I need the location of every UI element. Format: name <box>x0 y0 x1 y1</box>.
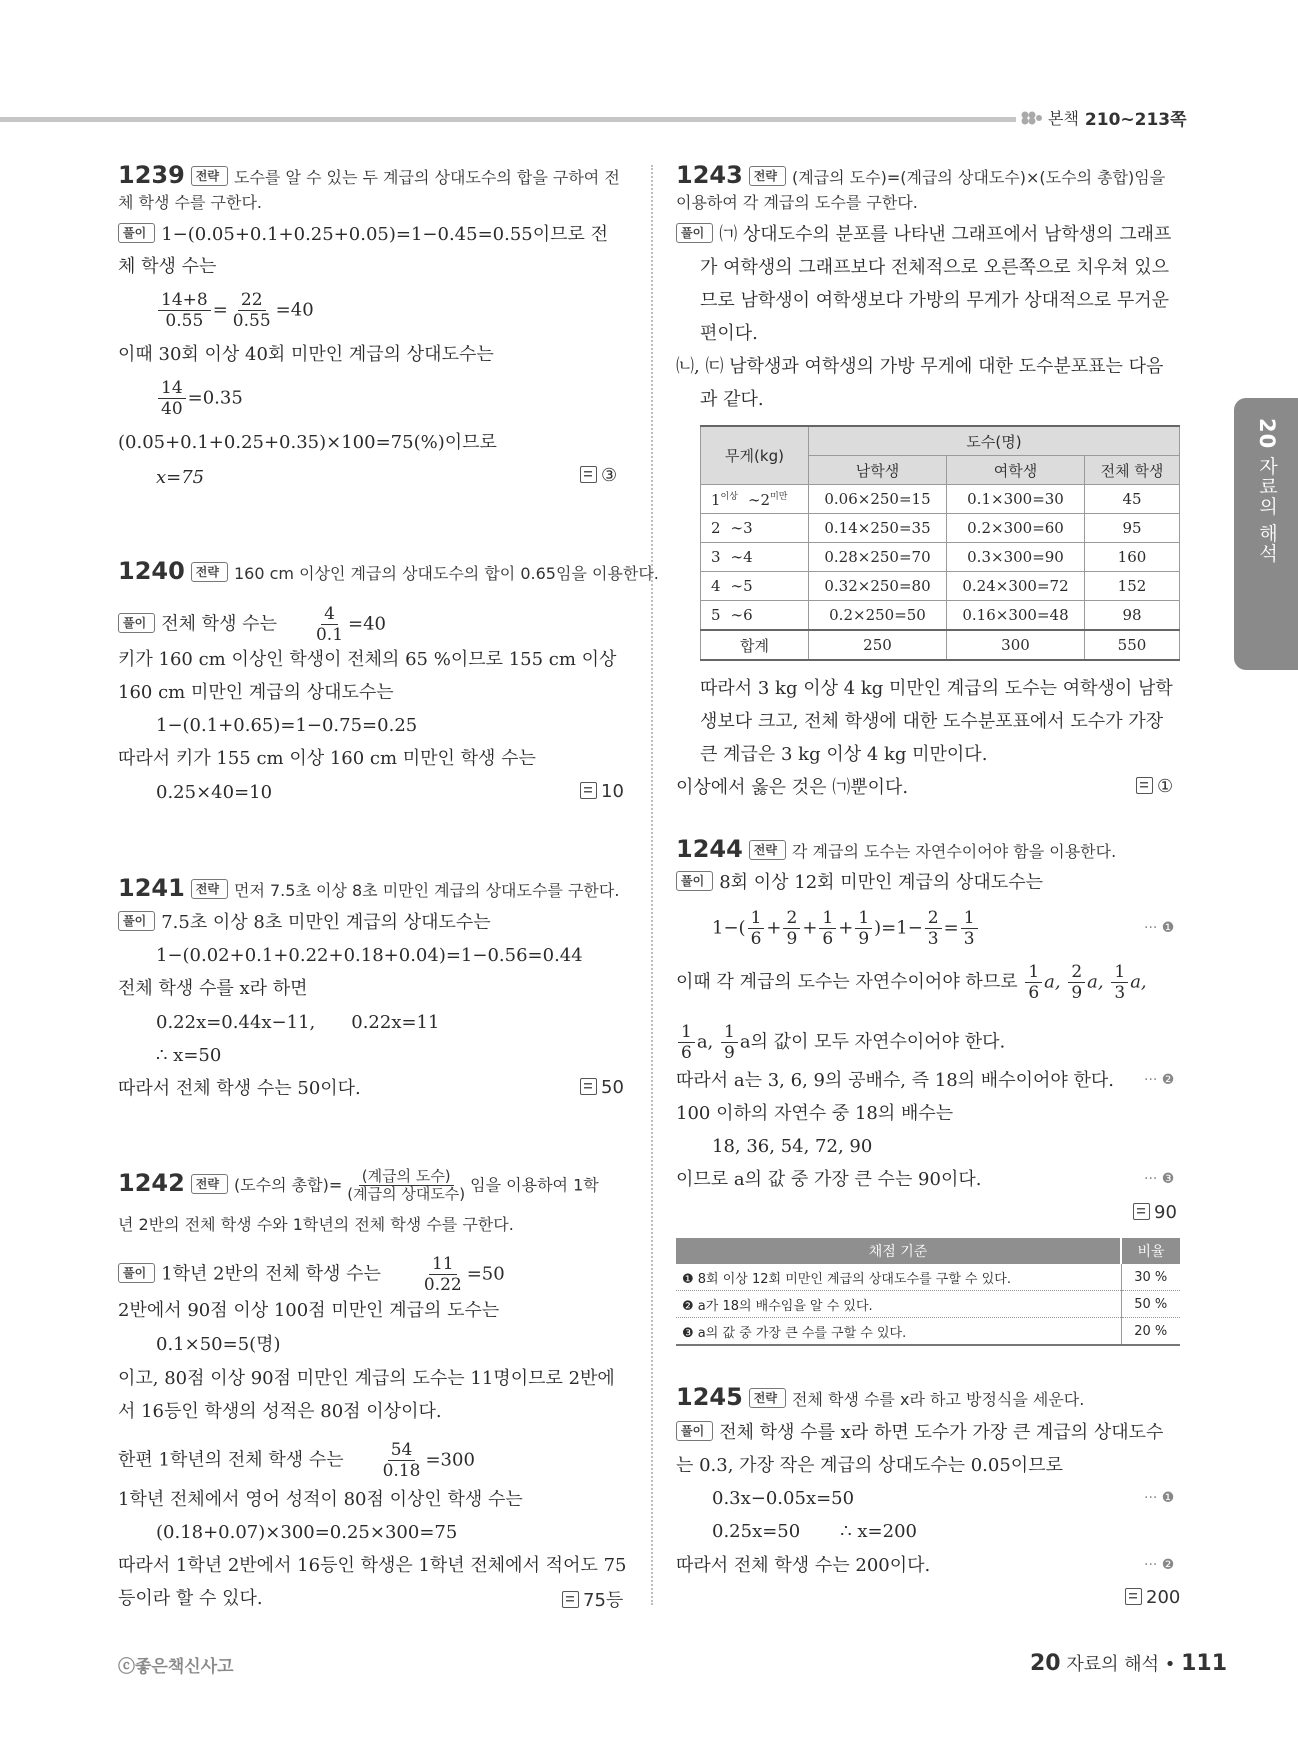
answer-1244: 90 <box>1133 1201 1177 1223</box>
strategy-text-cont: 이용하여 각 계급의 도수를 구한다. <box>676 193 918 212</box>
solution-tag: 풀이 <box>676 871 713 891</box>
cell-weight: $1^{이상}$ $\sim 2^{미만}$ <box>701 485 809 514</box>
strategy-text: 먼저 7.5초 이상 8초 미만인 계급의 상대도수를 구한다. <box>233 881 620 900</box>
table-sum-label: 합계 <box>701 630 809 660</box>
solution-line: 풀이 7.5초 이상 8초 미만인 계급의 상대도수는 <box>118 910 491 936</box>
strategy-tag: 전략 <box>191 562 228 582</box>
solution-text: 큰 계급은 3 kg 이상 4 kg 미만이다. <box>700 744 988 765</box>
answer-1240: 10 <box>580 780 624 802</box>
table-row <box>701 485 1180 514</box>
cell-weight: 4 ∼5 <box>701 572 809 601</box>
cell-male: 0.28×250=70 <box>809 543 947 572</box>
solution-text: $\frac{1}{6}$ a, $\frac{1}{9}$ a의 값이 모두 자연수이어야 한다. <box>676 1022 1005 1063</box>
table-sum-female: 300 <box>947 630 1085 660</box>
solution-text: 0.25x=50 ∴ x=200 <box>712 1521 917 1542</box>
cell-total: 98 <box>1085 601 1180 631</box>
solution-text: (0.18+0.07)×300=0.25×300=75 <box>156 1522 458 1543</box>
solution-text: 이고, 80점 이상 90점 미만인 계급의 도수는 11명이므로 2반에 <box>118 1368 615 1389</box>
table-header-frequency: 도수(명) <box>809 426 1180 456</box>
solution-text: 서 16등인 학생의 성적은 80점 이상이다. <box>118 1401 442 1422</box>
header-rule <box>0 117 1016 122</box>
solution-text: x=75 <box>156 467 205 488</box>
solution-tag: 풀이 <box>118 1263 155 1283</box>
solution-text: 1학년 전체에서 영어 성적이 80점 이상인 학생 수는 <box>118 1489 523 1510</box>
cell-female: 0.24×300=72 <box>947 572 1085 601</box>
solution-text: 2반에서 90점 이상 100점 미만인 계급의 도수는 <box>118 1300 500 1321</box>
cell-female: 0.2×300=60 <box>947 514 1085 543</box>
solution-text: 전체 학생 수를 x라 하면 <box>118 978 308 999</box>
problem-1244-header <box>676 836 1116 865</box>
cell-weight: 3 ∼4 <box>701 543 809 572</box>
fraction-equation: $\frac{14}{40}$ =0.35 <box>156 378 243 419</box>
grading-row <box>676 1318 1180 1346</box>
strategy-text: (계급의 도수)=(계급의 상대도수)×(도수의 총합)임을 <box>791 168 1166 187</box>
strategy-text-cont: 년 2반의 전체 학생 수와 1학년의 전체 학생 수를 구한다. <box>118 1215 514 1234</box>
grading-criterion: ❶ 8회 이상 12회 미만인 계급의 상대도수를 구할 수 있다. <box>676 1264 1121 1291</box>
solution-text: 편이다. <box>700 323 758 344</box>
grading-ratio: 50 % <box>1121 1291 1180 1318</box>
answer-icon <box>580 1078 597 1095</box>
table-sum-total: 550 <box>1085 630 1180 660</box>
header-book-label: 본책 <box>1048 109 1079 128</box>
grading-header-criteria: 채점 기준 <box>676 1238 1121 1264</box>
solution-line <box>118 222 608 248</box>
cell-male: 0.32×250=80 <box>809 572 947 601</box>
solution-text: 체 학생 수는 <box>118 256 217 277</box>
table-row <box>701 543 1180 572</box>
solution-tag: 풀이 <box>676 1421 713 1441</box>
solution-line: 풀이 1학년 2반의 전체 학생 수는 $\frac{11}{0.22}$ =50 <box>118 1254 505 1295</box>
solution-text: 100 이하의 자연수 중 18의 배수는 <box>676 1103 954 1124</box>
strategy-text: 전체 학생 수를 x라 하고 방정식을 세운다. <box>791 1390 1085 1409</box>
cell-male: 0.06×250=15 <box>809 485 947 514</box>
solution-text: 한편 1학년의 전체 학생 수는 $\frac{54}{0.18}$ =300 <box>118 1440 475 1481</box>
step-marker: ··· ❷ <box>1144 1557 1175 1573</box>
frequency-table <box>700 425 1180 661</box>
footer-chapter-title: 자료의 해석 <box>1066 1654 1160 1675</box>
solution-text: 따라서 a는 3, 6, 9의 공배수, 즉 18의 배수이어야 한다. <box>676 1070 1114 1091</box>
grading-row <box>676 1264 1180 1291</box>
cell-total: 152 <box>1085 572 1180 601</box>
problem-1241-header <box>118 875 619 904</box>
solution-tag: 풀이 <box>118 911 155 931</box>
solution-text: 1−(0.1+0.65)=1−0.75=0.25 <box>156 715 418 736</box>
header-page-reference <box>1020 105 1187 130</box>
strategy-tag: 전략 <box>191 166 228 186</box>
solution-tag: 풀이 <box>676 223 713 243</box>
grading-table <box>676 1238 1180 1346</box>
problem-number: 1245 <box>676 1383 743 1411</box>
flower-icon <box>1020 110 1042 126</box>
answer-icon <box>1133 1203 1150 1220</box>
solution-text: 18, 36, 54, 72, 90 <box>712 1136 873 1157</box>
problem-number: 1243 <box>676 161 743 189</box>
solution-text: 는 0.3, 가장 작은 계급의 상대도수는 0.05이므로 <box>676 1455 1063 1476</box>
solution-text: 이때 30회 이상 40회 미만인 계급의 상대도수는 <box>118 344 494 365</box>
solution-text: 가 여학생의 그래프보다 전체적으로 오른쪽으로 치우쳐 있으 <box>700 257 1170 278</box>
solution-text: 이때 각 계급의 도수는 자연수이어야 하므로 $\frac{1}{6}$ a, $\frac{2}{9}$ a, $\frac{1}{3}$ a, <box>676 962 1147 1003</box>
solution-text: 0.25×40=10 <box>156 782 273 803</box>
strategy-text: 각 계급의 도수는 자연수이어야 함을 이용한다. <box>791 842 1117 861</box>
table-row <box>701 572 1180 601</box>
solution-tag: 풀이 <box>118 613 155 633</box>
cell-female: 0.16×300=48 <box>947 601 1085 631</box>
step-marker: ··· ❷ <box>1144 1072 1175 1088</box>
solution-line: 풀이 8회 이상 12회 미만인 계급의 상대도수는 <box>676 870 1043 896</box>
answer-icon <box>1136 777 1153 794</box>
answer-icon <box>580 466 597 483</box>
solution-tag: 풀이 <box>118 223 155 243</box>
footer-page-number: 111 <box>1181 1651 1228 1676</box>
cell-female: 0.1×300=30 <box>947 485 1085 514</box>
fraction-equation: $\frac{14+8}{0.55}$ = $\frac{22}{0.55}$ =40 <box>156 290 314 331</box>
column-divider <box>651 165 653 1605</box>
strategy-text: 160 cm 이상인 계급의 상대도수의 합이 0.65임을 이용한다. <box>233 564 659 583</box>
solution-text: 160 cm 미만인 계급의 상대도수는 <box>118 682 394 703</box>
table-sum-male: 250 <box>809 630 947 660</box>
solution-line: 풀이 전체 학생 수를 x라 하면 도수가 가장 큰 계급의 상대도수 <box>676 1420 1163 1446</box>
solution-text: 따라서 전체 학생 수는 200이다. <box>676 1555 931 1576</box>
grading-criterion: ❸ a의 값 중 가장 큰 수를 구할 수 있다. <box>676 1318 1121 1346</box>
step-marker: ··· ❶ <box>1144 920 1175 936</box>
solution-text: 과 같다. <box>700 389 764 410</box>
table-row <box>701 601 1180 631</box>
problem-1240-header <box>118 558 659 587</box>
solution-text: 1−(0.05+0.1+0.25+0.05)=1−0.45=0.55이므로 전 <box>161 224 609 245</box>
strategy-tag: 전략 <box>191 879 228 899</box>
cell-weight: 5 ∼6 <box>701 601 809 631</box>
strategy-text-cont: 체 학생 수를 구한다. <box>118 193 262 212</box>
solution-text: 등이라 할 수 있다. <box>118 1588 263 1609</box>
solution-text: 0.1×50=5(명) <box>156 1334 281 1355</box>
strategy-tag: 전략 <box>191 1174 228 1194</box>
problem-1242-header: 1242 전략 (도수의 총합)= $\frac{\text{(계급의 도수)}}{\text{(계급의 상대도수)}}$ 임을 이용하여 1학 <box>118 1167 599 1203</box>
solution-line: 풀이 ㈀ 상대도수의 분포를 나타낸 그래프에서 남학생의 그래프 <box>676 222 1171 248</box>
answer-1243: ① <box>1136 775 1173 797</box>
solution-text: 따라서 키가 155 cm 이상 160 cm 미만인 학생 수는 <box>118 748 536 769</box>
solution-text: (0.05+0.1+0.25+0.35)×100=75(%)이므로 <box>118 432 497 453</box>
grading-header-ratio: 비율 <box>1121 1238 1180 1264</box>
solution-text: 이므로 a의 값 중 가장 큰 수는 90이다. <box>676 1169 982 1190</box>
solution-text: ∴ x=50 <box>156 1045 222 1066</box>
answer-icon <box>1125 1588 1142 1605</box>
table-header-female: 여학생 <box>947 456 1085 485</box>
problem-number: 1241 <box>118 874 185 902</box>
solution-text: 1−(0.02+0.1+0.22+0.18+0.04)=1−0.56=0.44 <box>156 945 583 966</box>
grading-ratio: 20 % <box>1121 1318 1180 1346</box>
step-marker: ··· ❸ <box>1144 1171 1175 1187</box>
cell-total: 45 <box>1085 485 1180 514</box>
side-tab-title: 자료의 해석 <box>1256 456 1278 564</box>
cell-female: 0.3×300=90 <box>947 543 1085 572</box>
table-header-male: 남학생 <box>809 456 947 485</box>
header-pages: 210~213쪽 <box>1084 110 1187 130</box>
chapter-side-tab <box>1234 398 1298 670</box>
grading-ratio: 30 % <box>1121 1264 1180 1291</box>
solution-text: 따라서 1학년 2반에서 16등인 학생은 1학년 전체에서 적어도 75 <box>118 1555 627 1576</box>
solution-text: 0.3x−0.05x=50 <box>712 1488 855 1509</box>
problem-number: 1240 <box>118 557 185 585</box>
table-header-total: 전체 학생 <box>1085 456 1180 485</box>
cell-male: 0.2×250=50 <box>809 601 947 631</box>
step-marker: ··· ❶ <box>1144 1490 1175 1506</box>
solution-text: ㈁, ㈂ 남학생과 여학생의 가방 무게에 대한 도수분포표는 다음 <box>676 356 1164 377</box>
problem-number: 1239 <box>118 161 185 189</box>
solution-text: 이상에서 옳은 것은 ㈀뿐이다. <box>676 777 909 798</box>
cell-weight: 2 ∼3 <box>701 514 809 543</box>
answer-icon <box>580 782 597 799</box>
answer-1245: 200 <box>1125 1586 1180 1608</box>
problem-1239-header <box>118 162 620 191</box>
footer-page-info: 20 자료의 해석 • 111 <box>1030 1651 1228 1676</box>
answer-1242: 75등 <box>562 1586 623 1612</box>
strategy-tag: 전략 <box>749 1388 786 1408</box>
strategy-tag: 전략 <box>749 166 786 186</box>
strategy-tag: 전략 <box>749 840 786 860</box>
fraction-equation: 1−( $\frac{1}{6}$ + $\frac{2}{9}$ + $\frac{1}{6}$ + $\frac{1}{9}$ )=1− $\frac{2}{3}$ = $\frac{1}{3}$ <box>712 908 980 949</box>
solution-text: 따라서 3 kg 이상 4 kg 미만인 계급의 도수는 여학생이 남학 <box>700 678 1173 699</box>
problem-1243-header <box>676 162 1165 191</box>
solution-text: 따라서 전체 학생 수는 50이다. <box>118 1078 361 1099</box>
solution-text: 키가 160 cm 이상인 학생이 전체의 65 %이므로 155 cm 이상 <box>118 649 617 670</box>
solution-text: 0.22x=0.44x−11, 0.22x=11 <box>156 1012 440 1033</box>
strategy-text: 도수를 알 수 있는 두 계급의 상대도수의 합을 구하여 전 <box>233 168 620 187</box>
solution-text: 므로 남학생이 여학생보다 가방의 무게가 상대적으로 무거운 <box>700 290 1170 311</box>
problem-1245-header <box>676 1384 1084 1413</box>
answer-icon <box>562 1591 579 1608</box>
answer-1241: 50 <box>580 1076 624 1098</box>
side-tab-number: 20 <box>1255 418 1279 450</box>
table-header-weight: 무게(kg) <box>701 426 809 485</box>
publisher-logo: ⓒ좋은책신사고 <box>118 1657 234 1677</box>
solution-text: 생보다 크고, 전체 학생에 대한 도수분포표에서 도수가 가장 <box>700 711 1164 732</box>
problem-number: 1244 <box>676 835 743 863</box>
cell-male: 0.14×250=35 <box>809 514 947 543</box>
problem-number: 1242 <box>118 1168 185 1197</box>
footer-chapter-number: 20 <box>1030 1651 1061 1676</box>
grading-row <box>676 1291 1180 1318</box>
cell-total: 95 <box>1085 514 1180 543</box>
answer-1239: ③ <box>580 464 617 486</box>
grading-criterion: ❷ a가 18의 배수임을 알 수 있다. <box>676 1291 1121 1318</box>
solution-line: 풀이 전체 학생 수는 $\frac{4}{0.1}$ =40 <box>118 604 386 645</box>
cell-total: 160 <box>1085 543 1180 572</box>
table-row <box>701 514 1180 543</box>
